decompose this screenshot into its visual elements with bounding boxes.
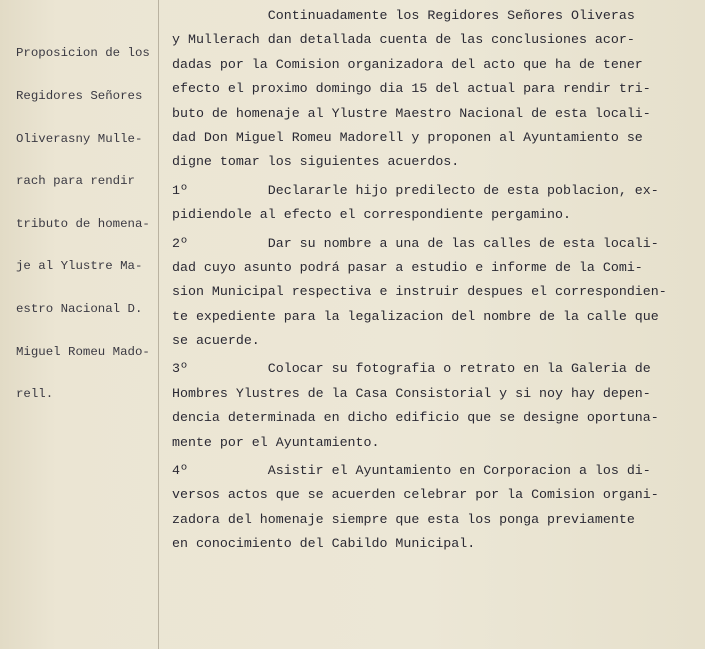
agreement-3 xyxy=(172,357,697,455)
margin-note-line: estro Nacional D. xyxy=(16,301,143,316)
agreement-2 xyxy=(172,232,697,354)
body-line: 3º Colocar su fotografia o retrato en la Galeria de xyxy=(172,361,651,377)
body-line: sion Municipal respectiva e instruir despues el correspondien- xyxy=(172,284,667,300)
margin-note-line: tributo de homena- xyxy=(16,216,150,231)
body-line: Continuadamente los Regidores Señores Oliveras xyxy=(172,8,635,23)
minutes-body xyxy=(172,4,697,557)
body-line: se acuerde. xyxy=(172,333,260,349)
body-line: Hombres Ylustres de la Casa Consistorial y si noy hay depen- xyxy=(172,385,651,401)
body-line: dadas por la Comision organizadora del acto que ha de tener xyxy=(172,56,643,72)
margin-note-line: je al Ylustre Ma- xyxy=(16,259,143,274)
body-line: te expediente para la legalizacion del nombre de la calle que xyxy=(172,308,659,324)
margin-note-line: Proposicion de los xyxy=(16,46,150,61)
agreement-4 xyxy=(172,459,697,557)
margin-note-line: rell. xyxy=(16,387,54,402)
body-line: buto de homenaje al Ylustre Maestro Nacional de esta locali- xyxy=(172,105,651,121)
body-line: y Mullerach dan detallada cuenta de las conclusiones acor- xyxy=(172,32,635,48)
body-line: efecto el proximo domingo dia 15 del actual para rendir tri- xyxy=(172,81,651,97)
body-line: dad Don Miguel Romeu Madorell y proponen al Ayuntamiento se xyxy=(172,129,643,145)
margin-note-line: Miguel Romeu Mado- xyxy=(16,344,150,359)
margin-note-line: Regidores Señores xyxy=(16,89,143,103)
intro-paragraph xyxy=(172,4,697,175)
body-line: digne tomar los siguientes acuerdos. xyxy=(172,154,460,170)
margin-note-line: rach para rendir xyxy=(16,174,135,189)
body-line: dad cuyo asunto podrá pasar a estudio e informe de la Comi- xyxy=(172,259,643,275)
body-line: en conocimiento del Cabildo Municipal. xyxy=(172,536,476,552)
body-line: zadora del homenaje siempre que esta los ponga previamente xyxy=(172,511,635,527)
body-line: 2º Dar su nombre a una de las calles de esta locali- xyxy=(172,235,659,251)
body-line: 4º Asistir el Ayuntamiento en Corporacion a los di- xyxy=(172,463,651,479)
margin-note-line: Oliverasny Mulle- xyxy=(16,131,143,146)
body-line: versos actos que se acuerden celebrar por la Comision organi- xyxy=(172,487,659,503)
body-line: 1º Declararle hijo predilecto de esta poblacion, ex- xyxy=(172,182,659,198)
margin-note xyxy=(16,18,161,430)
body-line: mente por el Ayuntamiento. xyxy=(172,434,380,450)
body-line: pidiendole al efecto el correspondiente pergamino. xyxy=(172,207,571,223)
agreement-1 xyxy=(172,179,697,228)
body-line: dencia determinada en dicho edificio que se designe oportuna- xyxy=(172,410,659,426)
